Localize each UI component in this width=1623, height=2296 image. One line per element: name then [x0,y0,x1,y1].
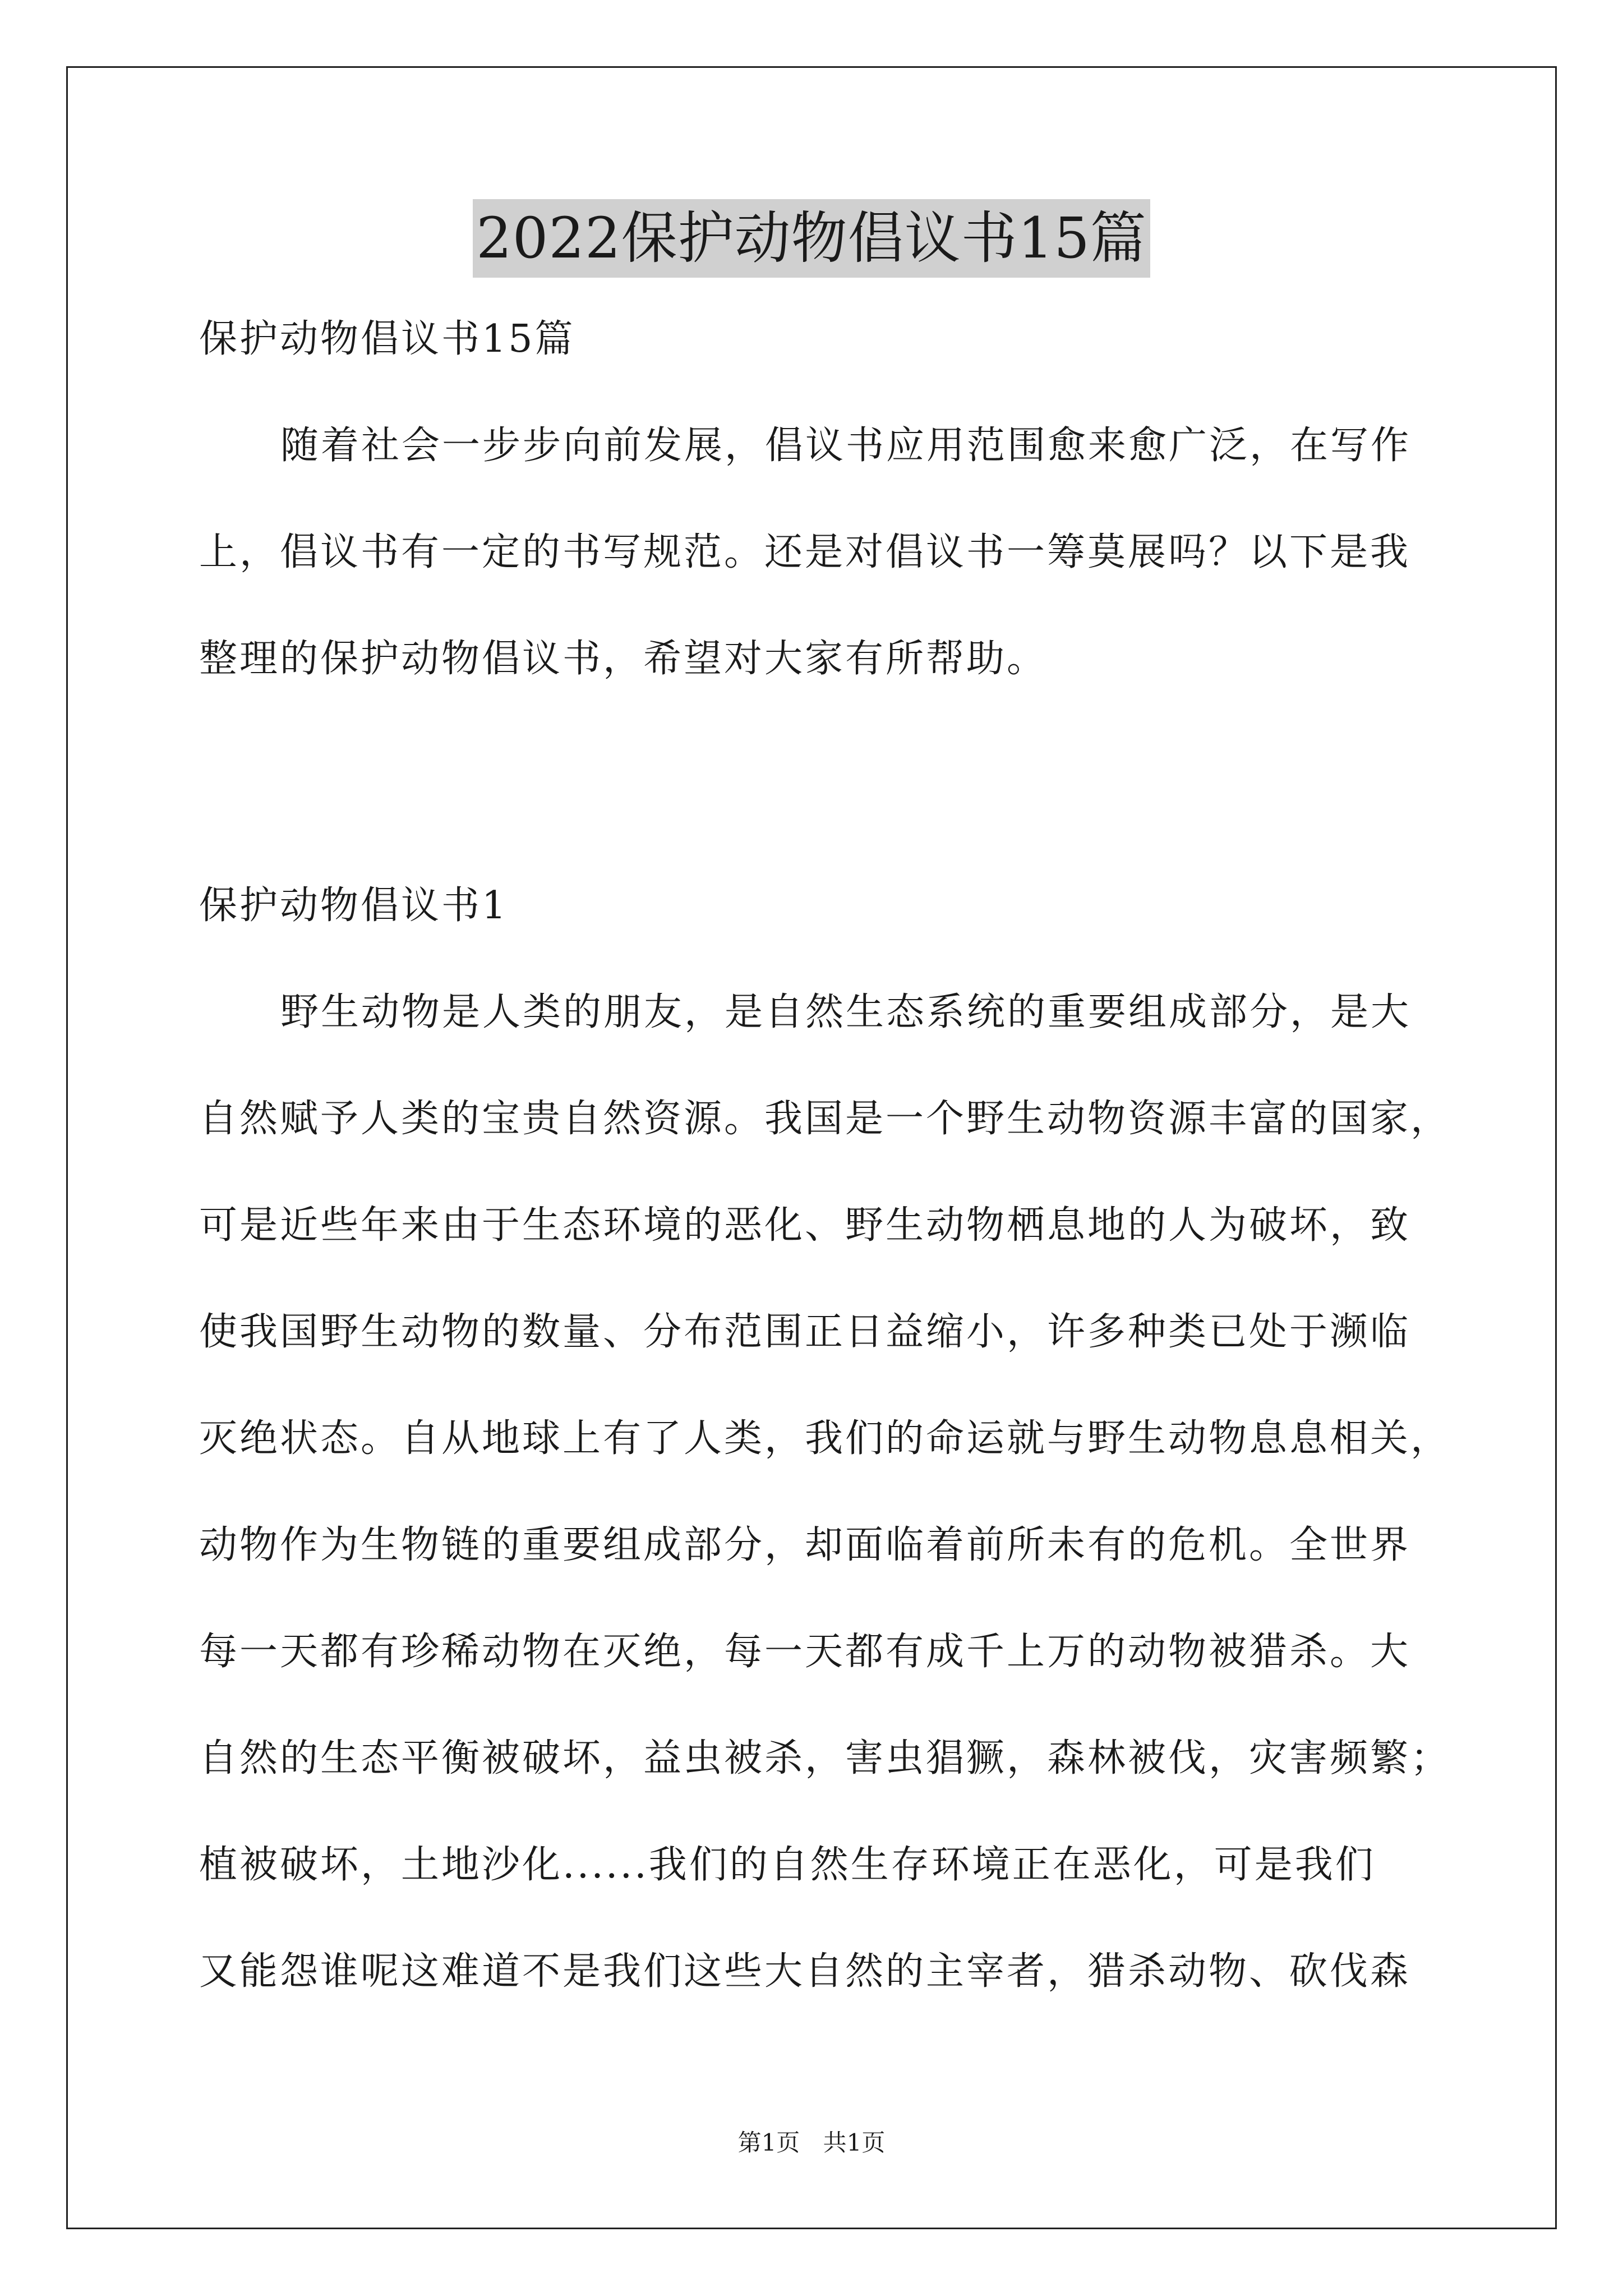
section-line: 可是近些年来由于生态环境的恶化、野生动物栖息地的人为破坏，致 [199,1203,1411,1248]
document-subtitle: 保护动物倡议书15篇 [199,317,575,361]
title-container [0,199,1623,278]
section-line: 自然的生态平衡被破坏，益虫被杀，害虫猖獗，森林被伐，灾害频繁； [199,1736,1451,1780]
page-number-current: 第1页 [737,2129,800,2156]
section-heading: 保护动物倡议书1 [199,884,509,928]
intro-line: 随着社会一步步向前发展，倡议书应用范围愈来愈广泛，在写作 [280,424,1412,468]
section-line: 动物作为生物链的重要组成部分，却面临着前所未有的危机。全世界 [199,1523,1411,1567]
page-border [66,66,1557,2229]
intro-line: 上，倡议书有一定的书写规范。还是对倡议书一筹莫展吗？以下是我 [199,530,1411,574]
section-line: 植被破坏，土地沙化......我们的自然生存环境正在恶化，可是我们 [199,1843,1376,1887]
section-line: 又能怨谁呢这难道不是我们这些大自然的主宰者，猎杀动物、砍伐森 [199,1949,1411,1994]
section-line: 灭绝状态。自从地球上有了人类，我们的命运就与野生动物息息相关， [199,1416,1451,1461]
section-line: 使我国野生动物的数量、分布范围正日益缩小，许多种类已处于濒临 [199,1310,1411,1354]
section-line: 野生动物是人类的朋友，是自然生态系统的重要组成部分，是大 [280,990,1412,1034]
document-title: 2022保护动物倡议书15篇 [473,199,1150,278]
page-footer [0,2126,1623,2160]
page-number-total: 共1页 [823,2129,886,2156]
section-line: 每一天都有珍稀动物在灭绝，每一天都有成千上万的动物被猎杀。大 [199,1630,1411,1674]
section-line: 自然赋予人类的宝贵自然资源。我国是一个野生动物资源丰富的国家， [199,1097,1451,1141]
intro-line: 整理的保护动物倡议书，希望对大家有所帮助。 [199,637,1048,681]
